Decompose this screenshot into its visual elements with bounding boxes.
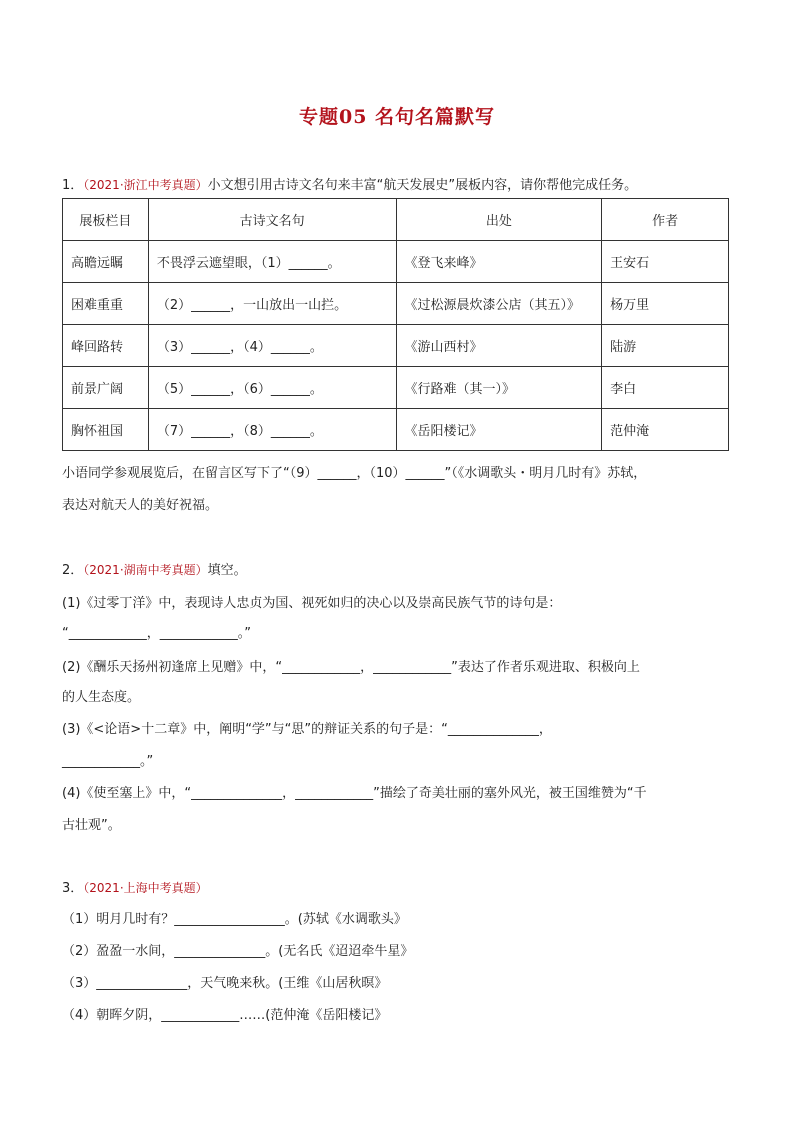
question-3-item-1: （1）明月几时有？_________________。(苏轼《水调歌头》	[62, 912, 407, 927]
table-cell-author: 杨万里	[602, 283, 729, 325]
table-cell-source: 《行路难（其一）》	[396, 367, 602, 409]
question-source: （2021·上海中考真题）	[83, 881, 208, 895]
table-cell-column: 困难重重	[63, 283, 149, 325]
table-cell-author: 王安石	[602, 241, 729, 283]
question-2-item-3-cont: ____________。”	[62, 754, 154, 769]
table-cell-author: 范仲淹	[602, 409, 729, 451]
table-cell-author: 陆游	[602, 325, 729, 367]
question-intro: 填空。	[207, 563, 247, 578]
table-cell-source: 《岳阳楼记》	[396, 409, 602, 451]
question-3-heading	[62, 878, 208, 899]
table-cell-line: （5）______，（6）______。	[148, 367, 396, 409]
table-row	[63, 367, 729, 409]
table-header: 展板栏目	[63, 199, 149, 241]
table-cell-source: 《游山西村》	[396, 325, 602, 367]
question-1-heading	[62, 175, 637, 196]
table-row	[63, 283, 729, 325]
question-3-item-3: （3）______________，天气晚来秋。(王维《山居秋暝》	[62, 976, 388, 991]
question-2-heading	[62, 560, 247, 581]
question-1-followup: 小语同学参观展览后，在留言区写下了“（9）______，（10）______”（《水调歌头・明月几时有》苏轼，	[62, 466, 647, 481]
table-cell-line: （7）______，（8）______。	[148, 409, 396, 451]
table-cell-source: 《过松源晨炊漆公店（其五）》	[396, 283, 602, 325]
table-cell-column: 峰回路转	[63, 325, 149, 367]
question-number: 1．	[62, 178, 84, 193]
table-header: 作者	[602, 199, 729, 241]
table-cell-line: （2）______，一山放出一山拦。	[148, 283, 396, 325]
question-source: （2021·浙江中考真题）	[83, 178, 208, 192]
question-2-item-1: (1)《过零丁洋》中，表现诗人忠贞为国、视死如归的决心以及崇高民族气节的诗句是：	[62, 596, 562, 611]
question-source: （2021·湖南中考真题）	[83, 563, 208, 577]
question-3-item-2: （2）盈盈一水间，______________。(无名氏《迢迢牵牛星》	[62, 944, 414, 959]
question-number: 2．	[62, 563, 84, 578]
question-2-item-1-blank: “____________，____________。”	[62, 626, 251, 641]
question-3-item-4: （4）朝晖夕阴，____________……(范仲淹《岳阳楼记》	[62, 1008, 388, 1023]
question-2-item-2-cont: 的人生态度。	[62, 690, 141, 705]
table-cell-line: 不畏浮云遮望眼，（1）______。	[148, 241, 396, 283]
question-intro: 小文想引用古诗文名句来丰富“航天发展史”展板内容，请你帮他完成任务。	[207, 178, 638, 193]
table-cell-author: 李白	[602, 367, 729, 409]
table-row	[63, 409, 729, 451]
table-row	[63, 241, 729, 283]
question-1-followup-end: 表达对航天人的美好祝福。	[62, 498, 219, 513]
table-cell-column: 高瞻远瞩	[63, 241, 149, 283]
question-2-item-3: (3)《<论语>十二章》中，阐明“学”与“思”的辩证关系的句子是：“______________，	[62, 722, 552, 737]
table-header: 出处	[396, 199, 602, 241]
question-number: 3．	[62, 881, 84, 896]
question-2-item-4: (4)《使至塞上》中，“______________，____________”描绘了奇美壮丽的塞外风光，被王国维赞为“千	[62, 786, 647, 801]
table-cell-source: 《登飞来峰》	[396, 241, 602, 283]
table-cell-line: （3）______，（4）______。	[148, 325, 396, 367]
question-2-item-2: (2)《酬乐天扬州初逢席上见赠》中，“____________，____________”表达了作者乐观进取、积极向上	[62, 660, 640, 675]
question-2-item-4-cont: 古壮观”。	[62, 818, 121, 833]
table-cell-column: 前景广阔	[63, 367, 149, 409]
table-row	[63, 325, 729, 367]
table-cell-column: 胸怀祖国	[63, 409, 149, 451]
poetry-table	[62, 198, 729, 451]
table-header: 古诗文名句	[148, 199, 396, 241]
table-header-row	[63, 199, 729, 241]
page-title: 专题05 名句名篇默写	[298, 106, 496, 128]
